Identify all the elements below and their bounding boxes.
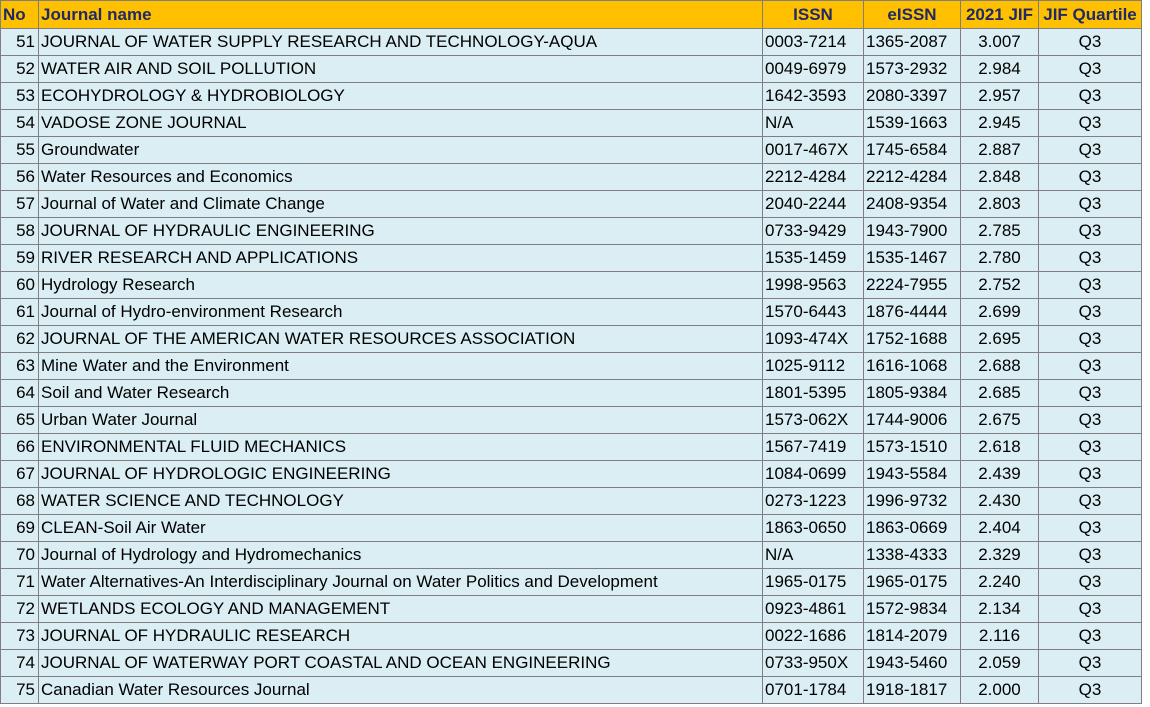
cell-quartile[interactable]: Q3 <box>1039 488 1142 515</box>
cell-issn[interactable]: 1642-3593 <box>763 83 864 110</box>
cell-journal-name[interactable]: Urban Water Journal <box>39 407 763 434</box>
cell-no[interactable]: 74 <box>1 650 39 677</box>
cell-no[interactable]: 75 <box>1 677 39 704</box>
cell-issn[interactable]: 1567-7419 <box>763 434 864 461</box>
cell-jif[interactable]: 2.848 <box>961 164 1039 191</box>
cell-journal-name[interactable]: Hydrology Research <box>39 272 763 299</box>
cell-no[interactable]: 65 <box>1 407 39 434</box>
table-row <box>1 380 1142 407</box>
table-row <box>1 407 1142 434</box>
table-row <box>1 56 1142 83</box>
cell-no[interactable]: 73 <box>1 623 39 650</box>
table-row <box>1 569 1142 596</box>
cell-eissn[interactable]: 1814-2079 <box>864 623 961 650</box>
cell-jif[interactable]: 2.688 <box>961 353 1039 380</box>
cell-quartile[interactable]: Q3 <box>1039 218 1142 245</box>
cell-quartile[interactable]: Q3 <box>1039 515 1142 542</box>
table-row <box>1 677 1142 704</box>
cell-journal-name[interactable]: JOURNAL OF HYDRAULIC ENGINEERING <box>39 218 763 245</box>
header-quartile[interactable]: JIF Quartile <box>1039 1 1142 29</box>
cell-issn[interactable]: 1084-0699 <box>763 461 864 488</box>
cell-no[interactable]: 52 <box>1 56 39 83</box>
cell-jif[interactable]: 2.000 <box>961 677 1039 704</box>
table-row <box>1 110 1142 137</box>
cell-journal-name[interactable]: JOURNAL OF HYDROLOGIC ENGINEERING <box>39 461 763 488</box>
cell-journal-name[interactable]: WETLANDS ECOLOGY AND MANAGEMENT <box>39 596 763 623</box>
cell-issn[interactable]: 0273-1223 <box>763 488 864 515</box>
cell-quartile[interactable]: Q3 <box>1039 110 1142 137</box>
cell-quartile[interactable]: Q3 <box>1039 407 1142 434</box>
cell-no[interactable]: 66 <box>1 434 39 461</box>
cell-no[interactable]: 63 <box>1 353 39 380</box>
table-row <box>1 245 1142 272</box>
cell-quartile[interactable]: Q3 <box>1039 326 1142 353</box>
cell-no[interactable]: 70 <box>1 542 39 569</box>
cell-issn[interactable]: 0049-6979 <box>763 56 864 83</box>
cell-issn[interactable]: 1998-9563 <box>763 272 864 299</box>
table-row <box>1 191 1142 218</box>
cell-jif[interactable]: 2.618 <box>961 434 1039 461</box>
cell-jif[interactable]: 2.675 <box>961 407 1039 434</box>
cell-issn[interactable]: 1570-6443 <box>763 299 864 326</box>
table-body <box>1 29 1142 704</box>
cell-quartile[interactable]: Q3 <box>1039 623 1142 650</box>
cell-no[interactable]: 68 <box>1 488 39 515</box>
cell-journal-name[interactable]: WATER SCIENCE AND TECHNOLOGY <box>39 488 763 515</box>
cell-jif[interactable]: 2.887 <box>961 137 1039 164</box>
cell-eissn[interactable]: 1918-1817 <box>864 677 961 704</box>
cell-eissn[interactable]: 1744-9006 <box>864 407 961 434</box>
cell-no[interactable]: 67 <box>1 461 39 488</box>
cell-jif[interactable]: 2.752 <box>961 272 1039 299</box>
table-row <box>1 164 1142 191</box>
cell-eissn[interactable]: 1943-5460 <box>864 650 961 677</box>
table-row <box>1 353 1142 380</box>
cell-issn[interactable]: 0733-9429 <box>763 218 864 245</box>
cell-eissn[interactable]: 1616-1068 <box>864 353 961 380</box>
cell-journal-name[interactable]: JOURNAL OF WATER SUPPLY RESEARCH AND TECHNOLOGY-AQUA <box>39 29 763 56</box>
cell-jif[interactable]: 2.240 <box>961 569 1039 596</box>
cell-no[interactable]: 53 <box>1 83 39 110</box>
table-row <box>1 272 1142 299</box>
cell-jif[interactable]: 2.329 <box>961 542 1039 569</box>
table-row <box>1 218 1142 245</box>
cell-no[interactable]: 69 <box>1 515 39 542</box>
cell-no[interactable]: 51 <box>1 29 39 56</box>
cell-quartile[interactable]: Q3 <box>1039 569 1142 596</box>
cell-no[interactable]: 54 <box>1 110 39 137</box>
cell-issn[interactable]: 0701-1784 <box>763 677 864 704</box>
cell-no[interactable]: 61 <box>1 299 39 326</box>
table-row <box>1 515 1142 542</box>
cell-issn[interactable]: 1965-0175 <box>763 569 864 596</box>
cell-quartile[interactable]: Q3 <box>1039 353 1142 380</box>
cell-issn[interactable]: 0923-4861 <box>763 596 864 623</box>
cell-no[interactable]: 71 <box>1 569 39 596</box>
cell-journal-name[interactable]: Soil and Water Research <box>39 380 763 407</box>
table-row <box>1 596 1142 623</box>
cell-journal-name[interactable]: JOURNAL OF THE AMERICAN WATER RESOURCES ASSOCIATION <box>39 326 763 353</box>
cell-quartile[interactable]: Q3 <box>1039 56 1142 83</box>
table-row <box>1 461 1142 488</box>
cell-no[interactable]: 62 <box>1 326 39 353</box>
cell-eissn[interactable]: 1573-1510 <box>864 434 961 461</box>
cell-journal-name[interactable]: JOURNAL OF HYDRAULIC RESEARCH <box>39 623 763 650</box>
table-row <box>1 542 1142 569</box>
header-row <box>1 1 1142 29</box>
cell-jif[interactable]: 2.699 <box>961 299 1039 326</box>
cell-quartile[interactable]: Q3 <box>1039 29 1142 56</box>
cell-no[interactable]: 72 <box>1 596 39 623</box>
cell-eissn[interactable]: 1535-1467 <box>864 245 961 272</box>
table-row <box>1 326 1142 353</box>
cell-jif[interactable]: 2.439 <box>961 461 1039 488</box>
cell-issn[interactable]: 1535-1459 <box>763 245 864 272</box>
cell-issn[interactable]: 2212-4284 <box>763 164 864 191</box>
cell-journal-name[interactable]: Journal of Hydrology and Hydromechanics <box>39 542 763 569</box>
cell-quartile[interactable]: Q3 <box>1039 137 1142 164</box>
cell-no[interactable]: 58 <box>1 218 39 245</box>
cell-journal-name[interactable]: RIVER RESEARCH AND APPLICATIONS <box>39 245 763 272</box>
cell-journal-name[interactable]: Canadian Water Resources Journal <box>39 677 763 704</box>
table-row <box>1 299 1142 326</box>
cell-journal-name[interactable]: Mine Water and the Environment <box>39 353 763 380</box>
cell-quartile[interactable]: Q3 <box>1039 83 1142 110</box>
cell-journal-name[interactable]: Water Alternatives-An Interdisciplinary Journal on Water Politics and Development <box>39 569 763 596</box>
table-row <box>1 83 1142 110</box>
cell-no[interactable]: 60 <box>1 272 39 299</box>
cell-journal-name[interactable]: VADOSE ZONE JOURNAL <box>39 110 763 137</box>
cell-jif[interactable]: 2.945 <box>961 110 1039 137</box>
cell-issn[interactable]: 1025-9112 <box>763 353 864 380</box>
cell-eissn[interactable]: 1876-4444 <box>864 299 961 326</box>
cell-issn[interactable]: N/A <box>763 110 864 137</box>
cell-quartile[interactable]: Q3 <box>1039 650 1142 677</box>
cell-journal-name[interactable]: Water Resources and Economics <box>39 164 763 191</box>
cell-journal-name[interactable]: CLEAN-Soil Air Water <box>39 515 763 542</box>
cell-eissn[interactable]: 1573-2932 <box>864 56 961 83</box>
cell-issn[interactable]: 0017-467X <box>763 137 864 164</box>
cell-issn[interactable]: 0022-1686 <box>763 623 864 650</box>
cell-eissn[interactable]: 1996-9732 <box>864 488 961 515</box>
header-eissn[interactable]: eISSN <box>864 1 961 29</box>
cell-quartile[interactable]: Q3 <box>1039 380 1142 407</box>
cell-issn[interactable]: 1863-0650 <box>763 515 864 542</box>
cell-journal-name[interactable]: WATER AIR AND SOIL POLLUTION <box>39 56 763 83</box>
cell-quartile[interactable]: Q3 <box>1039 677 1142 704</box>
table-row <box>1 434 1142 461</box>
cell-eissn[interactable]: 1572-9834 <box>864 596 961 623</box>
table-row <box>1 488 1142 515</box>
cell-eissn[interactable]: 1965-0175 <box>864 569 961 596</box>
cell-jif[interactable]: 2.685 <box>961 380 1039 407</box>
cell-no[interactable]: 59 <box>1 245 39 272</box>
cell-no[interactable]: 64 <box>1 380 39 407</box>
cell-issn[interactable]: N/A <box>763 542 864 569</box>
cell-no[interactable]: 56 <box>1 164 39 191</box>
cell-eissn[interactable]: 1539-1663 <box>864 110 961 137</box>
cell-jif[interactable]: 2.803 <box>961 191 1039 218</box>
cell-issn[interactable]: 2040-2244 <box>763 191 864 218</box>
cell-quartile[interactable]: Q3 <box>1039 299 1142 326</box>
cell-eissn[interactable]: 1745-6584 <box>864 137 961 164</box>
cell-quartile[interactable]: Q3 <box>1039 164 1142 191</box>
cell-quartile[interactable]: Q3 <box>1039 191 1142 218</box>
cell-no[interactable]: 55 <box>1 137 39 164</box>
cell-journal-name[interactable]: ENVIRONMENTAL FLUID MECHANICS <box>39 434 763 461</box>
cell-journal-name[interactable]: ECOHYDROLOGY & HYDROBIOLOGY <box>39 83 763 110</box>
cell-jif[interactable]: 2.785 <box>961 218 1039 245</box>
cell-jif[interactable]: 2.430 <box>961 488 1039 515</box>
cell-jif[interactable]: 2.695 <box>961 326 1039 353</box>
cell-eissn[interactable]: 1805-9384 <box>864 380 961 407</box>
cell-eissn[interactable]: 1365-2087 <box>864 29 961 56</box>
header-no[interactable]: No <box>1 1 39 29</box>
cell-quartile[interactable]: Q3 <box>1039 461 1142 488</box>
cell-jif[interactable]: 2.404 <box>961 515 1039 542</box>
cell-journal-name[interactable]: Groundwater <box>39 137 763 164</box>
cell-journal-name[interactable]: JOURNAL OF WATERWAY PORT COASTAL AND OCEAN ENGINEERING <box>39 650 763 677</box>
table-row <box>1 650 1142 677</box>
cell-no[interactable]: 57 <box>1 191 39 218</box>
cell-issn[interactable]: 1801-5395 <box>763 380 864 407</box>
cell-issn[interactable]: 0003-7214 <box>763 29 864 56</box>
cell-jif[interactable]: 2.984 <box>961 56 1039 83</box>
cell-issn[interactable]: 0733-950X <box>763 650 864 677</box>
cell-issn[interactable]: 1573-062X <box>763 407 864 434</box>
cell-journal-name[interactable]: Journal of Water and Climate Change <box>39 191 763 218</box>
cell-jif[interactable]: 2.780 <box>961 245 1039 272</box>
cell-jif[interactable]: 2.134 <box>961 596 1039 623</box>
table-row <box>1 137 1142 164</box>
cell-eissn[interactable]: 1338-4333 <box>864 542 961 569</box>
cell-eissn[interactable]: 1943-7900 <box>864 218 961 245</box>
cell-quartile[interactable]: Q3 <box>1039 245 1142 272</box>
cell-quartile[interactable]: Q3 <box>1039 542 1142 569</box>
header-jif[interactable]: 2021 JIF <box>961 1 1039 29</box>
cell-quartile[interactable]: Q3 <box>1039 434 1142 461</box>
header-journal-name[interactable]: Journal name <box>39 1 763 29</box>
header-issn[interactable]: ISSN <box>763 1 864 29</box>
cell-quartile[interactable]: Q3 <box>1039 596 1142 623</box>
cell-jif[interactable]: 2.059 <box>961 650 1039 677</box>
cell-quartile[interactable]: Q3 <box>1039 272 1142 299</box>
cell-journal-name[interactable]: Journal of Hydro-environment Research <box>39 299 763 326</box>
cell-eissn[interactable]: 2212-4284 <box>864 164 961 191</box>
cell-eissn[interactable]: 2224-7955 <box>864 272 961 299</box>
cell-eissn[interactable]: 1943-5584 <box>864 461 961 488</box>
cell-jif[interactable]: 3.007 <box>961 29 1039 56</box>
cell-issn[interactable]: 1093-474X <box>763 326 864 353</box>
cell-jif[interactable]: 2.116 <box>961 623 1039 650</box>
cell-eissn[interactable]: 2080-3397 <box>864 83 961 110</box>
cell-eissn[interactable]: 2408-9354 <box>864 191 961 218</box>
table-row <box>1 29 1142 56</box>
cell-jif[interactable]: 2.957 <box>961 83 1039 110</box>
table-row <box>1 623 1142 650</box>
cell-eissn[interactable]: 1752-1688 <box>864 326 961 353</box>
cell-eissn[interactable]: 1863-0669 <box>864 515 961 542</box>
